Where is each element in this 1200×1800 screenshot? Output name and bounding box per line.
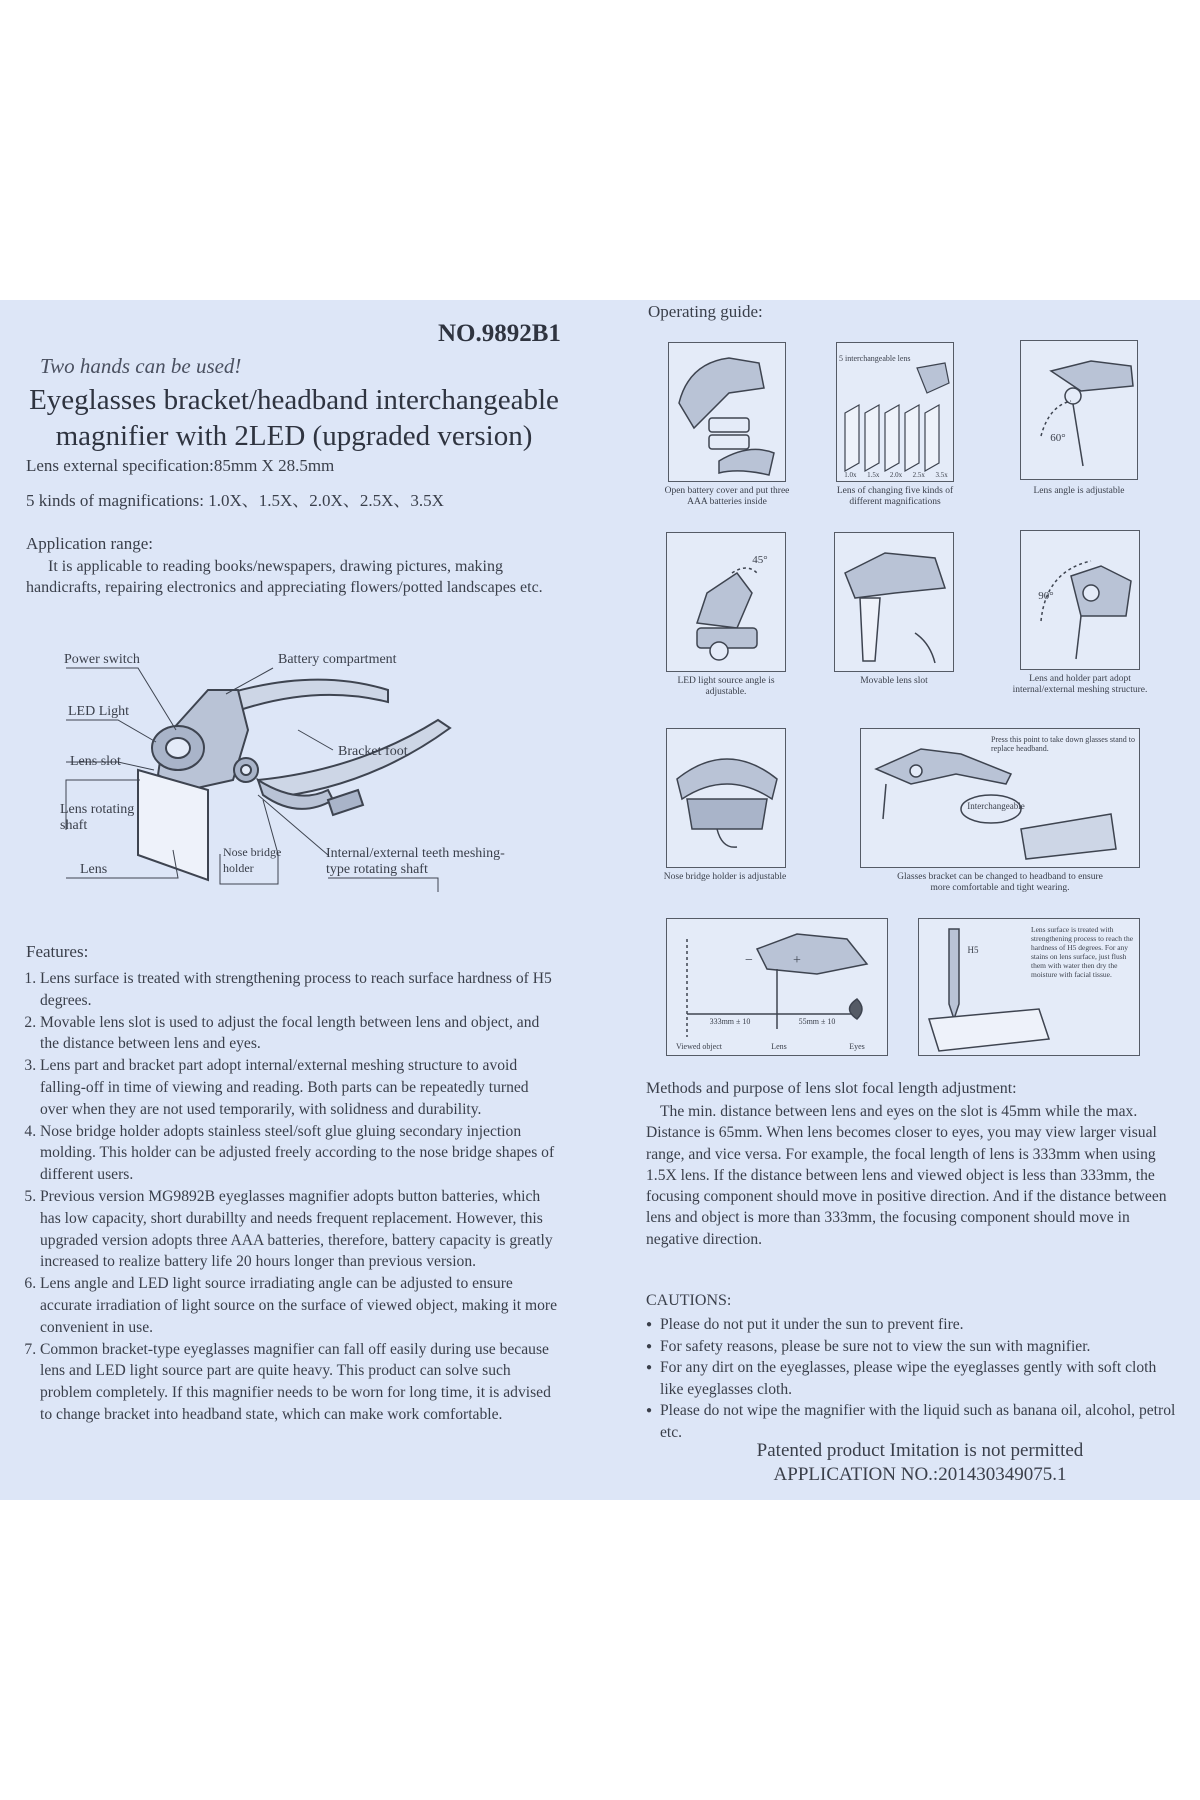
label-nose-bridge-holder: Nose bridge holder <box>223 845 282 875</box>
product-diagram <box>58 630 538 920</box>
caution-item: ● Please do not put it under the sun to prevent fire. <box>646 1314 1176 1336</box>
panel-nose-holder <box>666 728 786 868</box>
label-lens: Lens <box>80 862 108 877</box>
cautions-heading: CAUTIONS: <box>646 1292 732 1309</box>
lens-mag: 2.5x <box>912 471 925 479</box>
feature-item: 5. Previous version MG9892B eyeglasses magnifier adopts button batteries, which has low capacity, short durabillty and needs frequent replacement. However, this upgraded version adopts three AAA batteries, therefore, battery capacity is greatly increased to realize battery life 20 hours longer than previous version. <box>40 1186 560 1273</box>
panel-meshing <box>1020 530 1140 670</box>
label-dist-object: 333mm ± 10 <box>709 1017 751 1026</box>
label-angle-45: 45° <box>752 554 768 566</box>
lens-set-illustration <box>837 343 954 482</box>
label-angle-90: 90° <box>1038 590 1054 602</box>
caution-item: ● For any dirt on the eyeglasses, please wipe the eyeglasses gently with soft cloth like eyeglasses cloth. <box>646 1357 1176 1400</box>
focal-heading: Methods and purpose of lens slot focal length adjustment: <box>646 1080 1017 1097</box>
lens-spec: Lens external specification:85mm X 28.5mm <box>26 456 335 475</box>
features-list <box>20 968 560 1426</box>
battery-illustration <box>669 343 786 482</box>
lens-mag-row <box>839 471 953 479</box>
cautions-list <box>646 1314 1176 1443</box>
product-title <box>24 382 564 454</box>
movable-slot-illustration <box>835 533 954 672</box>
label-angle-60: 60° <box>1050 432 1066 444</box>
instruction-sheet <box>0 300 1200 1500</box>
caution-item: ● Please do not wipe the magnifier with the liquid such as banana oil, alcohol, petrol etc. <box>646 1400 1176 1443</box>
title-line-2: magnifier with 2LED (upgraded version) <box>55 420 533 452</box>
led-angle-illustration <box>667 533 786 672</box>
panel-lens-angle <box>1020 340 1138 480</box>
label-bracket-foot: Bracket foot <box>338 744 408 759</box>
lens-angle-illustration <box>1021 341 1138 480</box>
feature-item: 4. Nose bridge holder adopts stainless steel/soft glue gluing secondary injection molding. This holder can be adjusted freely according to the nose bridge shapes of different users. <box>40 1121 560 1186</box>
panel-movable-slot <box>834 532 954 672</box>
label-lens-rotating-shaft: Lens rotating shaft <box>60 802 135 833</box>
right-column <box>640 300 1180 1500</box>
application-label: Application range: <box>26 534 153 553</box>
label-interchangeable: Interchangeable <box>967 801 1025 811</box>
patent-notice: Patented product Imitation is not permitted <box>756 1440 1084 1461</box>
model-number: NO.9892B1 <box>438 320 561 347</box>
lens-mag: 3.5x <box>935 471 948 479</box>
label-viewed-object: Viewed object <box>676 1042 722 1051</box>
feature-item: 2. Movable lens slot is used to adjust the focal length between lens and object, and the distance between lens and eyes. <box>40 1012 560 1056</box>
label-lens-small: Lens <box>771 1042 787 1051</box>
svg-text:+: + <box>793 953 801 968</box>
caption-meshing: Lens and holder part adopt internal/external meshing structure. <box>1012 674 1148 695</box>
panel-led-angle <box>666 532 786 672</box>
caption-lens-types: Lens of changing five kinds of different magnifications <box>836 486 954 507</box>
title-line-1: Eyeglasses bracket/headband interchangeable <box>29 384 559 416</box>
label-led-light: LED Light <box>68 704 130 719</box>
panel-headband <box>860 728 1140 868</box>
hardness-note: Lens surface is treated with strengthening process to reach the hardness of H5 degrees. For any stains on lens surface, just flush them with water then dry the moisture with facial tissue. <box>1031 925 1134 979</box>
panel-distance <box>666 918 888 1056</box>
slogan: Two hands can be used! <box>40 354 242 378</box>
label-battery-compartment: Battery compartment <box>278 652 397 667</box>
operating-guide-label: Operating guide: <box>648 302 763 321</box>
feature-item: 7. Common bracket-type eyeglasses magnifier can fall off easily during use because lens and LED light source part are quite heavy. This product can solve such problem completely. If this magnifier needs to be worn for long time, it is advised to change bracket into headband state, which can make work comfortable. <box>40 1339 560 1426</box>
nose-holder-illustration <box>667 729 786 868</box>
label-interchangeable-lens: 5 interchangeable lens <box>839 354 911 363</box>
label-dist-eye: 55mm ± 10 <box>798 1017 836 1026</box>
label-lens-slot: Lens slot <box>70 754 121 769</box>
panel-hardness <box>918 918 1140 1056</box>
left-column <box>18 300 561 1500</box>
caption-headband: Glasses bracket can be changed to headband to ensure more comfortable and tight wearing. <box>897 872 1103 893</box>
caution-item: ● For safety reasons, please be sure not to view the sun with magnifier. <box>646 1336 1176 1358</box>
label-power-switch: Power switch <box>64 652 140 667</box>
feature-item: 1. Lens surface is treated with strengthening process to reach surface hardness of H5 degrees. <box>40 968 560 1012</box>
caption-movable-slot: Movable lens slot <box>860 676 928 686</box>
caption-led-angle: LED light source angle is adjustable. <box>677 676 775 697</box>
caption-battery: Open battery cover and put three AAA batteries inside <box>664 486 790 507</box>
label-teeth-shaft: Internal/external teeth meshing-type rotating shaft <box>326 846 505 877</box>
headband-illustration <box>861 729 1140 868</box>
focal-text: The min. distance between lens and eyes on the slot is 45mm while the max. Distance is 65mm. When lens becomes closer to eyes, you may view larger visual range, and vice versa. For example, the focal length of lens is 333mm when using 1.5X lens. If the distance between lens and viewed object is less than 333mm, the focusing component should move in positive direction. And if the distance between lens and object is more than 333mm, the focusing component should move in negative direction. <box>646 1103 1167 1248</box>
magnifications: 5 kinds of magnifications: 1.0X、1.5X、2.0X、2.5X、3.5X <box>26 491 444 510</box>
svg-text:−: − <box>745 953 753 968</box>
label-h5: H5 <box>967 945 979 955</box>
feature-item: 6. Lens angle and LED light source irradiating angle can be adjusted to ensure accurate irradiation of light source on the surface of viewed object, making it more convenient in use. <box>40 1273 560 1338</box>
lens-mag: 1.5x <box>867 471 880 479</box>
label-eyes: Eyes <box>849 1042 865 1051</box>
application-number: APPLICATION NO.:201430349075.1 <box>773 1464 1067 1485</box>
feature-item: 3. Lens part and bracket part adopt internal/external meshing structure to avoid falling-off in time of viewing and reading. Both parts can be repeatedly turned over when they are not used temporarily, with solidness and durability. <box>40 1055 560 1120</box>
distance-illustration <box>667 919 888 1056</box>
lens-mag: 1.0x <box>844 471 857 479</box>
lens-mag: 2.0x <box>889 471 903 479</box>
caption-nose-holder: Nose bridge holder is adjustable <box>663 872 787 882</box>
press-note: Press this point to take down glasses stand to replace headband. <box>991 735 1135 753</box>
application-text: It is applicable to reading books/newspapers, drawing pictures, making handicrafts, repairing electronics and appreciating flowers/potted landscapes etc. <box>26 558 543 596</box>
caption-lens-angle: Lens angle is adjustable <box>1033 486 1125 496</box>
panel-lens-types <box>836 342 954 482</box>
features-label: Features: <box>26 942 89 961</box>
panel-battery <box>668 342 786 482</box>
